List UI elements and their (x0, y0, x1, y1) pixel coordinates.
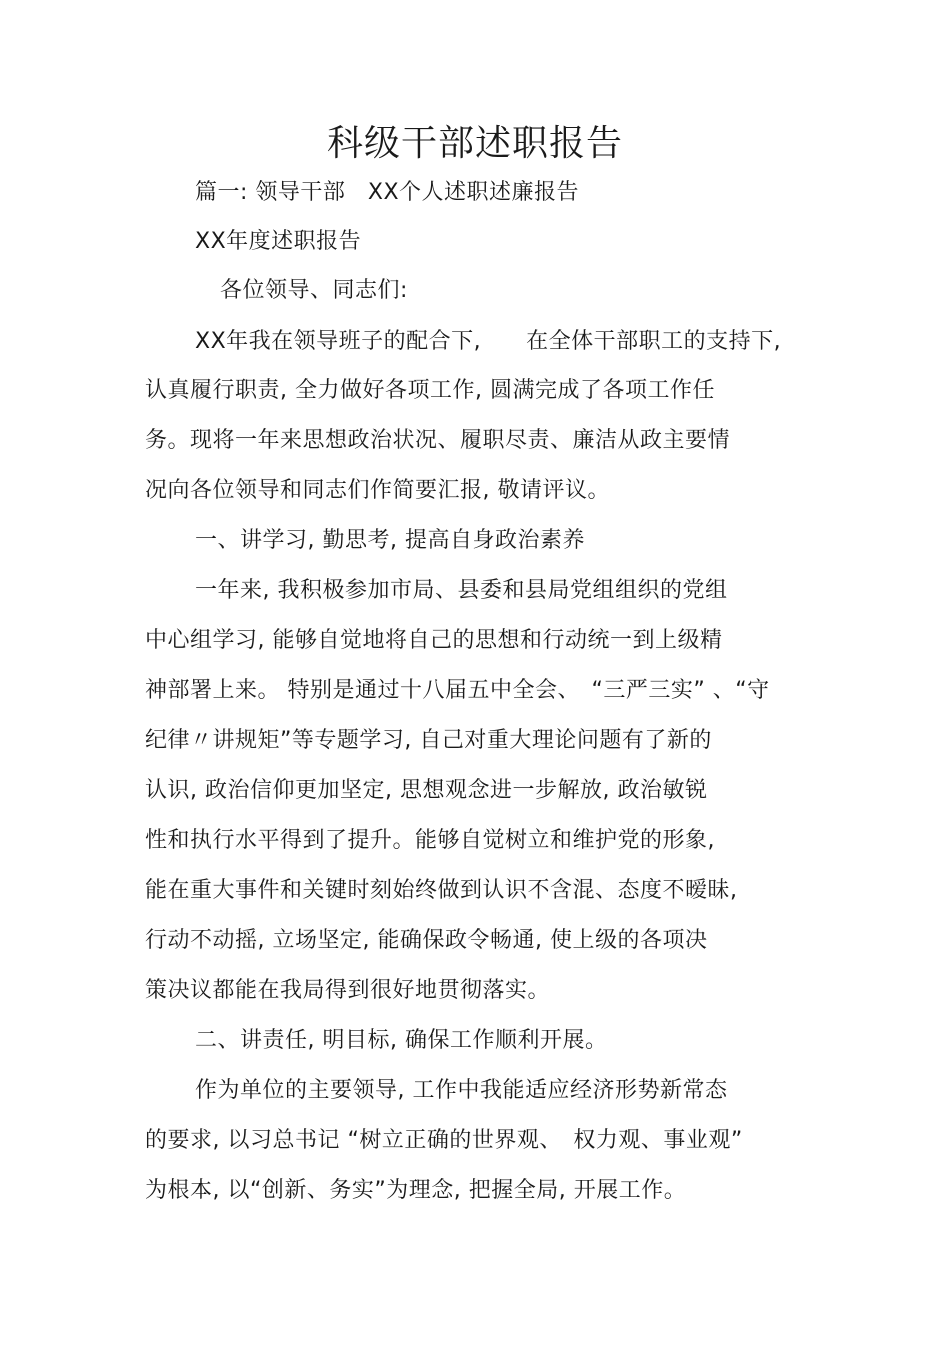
text-line: 况向各位领导和同志们作简要汇报, 敬请评议。 (145, 478, 610, 503)
text-line: 行动不动摇, 立场坚定, 能确保政令畅通, 使上级的各项决 (145, 928, 708, 953)
text-line: 纪律〃讲规矩”等专题学习, 自己对重大理论问题有了新的 (145, 728, 712, 753)
text-line: XX年我在领导班子的配合下, 在全体干部职工的支持下, (195, 329, 782, 354)
text-line: 性和执行水平得到了提升。能够自觉树立和维护党的形象, (145, 828, 715, 853)
text-line: 为根本, 以“创新、务实”为理念, 把握全局, 开展工作。 (145, 1178, 687, 1203)
section-heading-1: 一、讲学习, 勤思考, 提高自身政治素养 (195, 528, 585, 553)
text-line: 策决议都能在我局得到很好地贯彻落实。 (145, 978, 551, 1003)
report-heading: XX年度述职报告 (195, 229, 362, 254)
text-line: 一年来, 我积极参加市局、县委和县局党组组织的党组 (195, 578, 728, 603)
section-heading-2: 二、讲责任, 明目标, 确保工作顺利开展。 (195, 1028, 608, 1053)
text-line: 中心组学习, 能够自觉地将自己的思想和行动统一到上级精 (145, 628, 723, 653)
text-line: 神部署上来。 特别是通过十八届五中全会、 “三严三实” 、“守 (145, 678, 770, 703)
text-line: 的要求, 以习总书记 “树立正确的世界观、 权力观、事业观” (145, 1128, 743, 1153)
text-line: 认真履行职责, 全力做好各项工作, 圆满完成了各项工作任 (145, 378, 715, 403)
text-line: 认识, 政治信仰更加坚定, 思想观念进一步解放, 政治敏锐 (145, 778, 708, 803)
document-title: 科级干部述职报告 (326, 123, 623, 164)
text-line: 作为单位的主要领导, 工作中我能适应经济形势新常态 (195, 1078, 728, 1103)
text-line: 务。现将一年来思想政治状况、履职尽责、廉洁从政主要情 (145, 428, 731, 453)
text-line: 能在重大事件和关键时刻始终做到认识不含混、态度不暧昧, (145, 878, 738, 903)
salutation: 各位领导、同志们: (220, 278, 408, 303)
subtitle-line: 篇一: 领导干部 XX个人述职述廉报告 (195, 180, 580, 205)
